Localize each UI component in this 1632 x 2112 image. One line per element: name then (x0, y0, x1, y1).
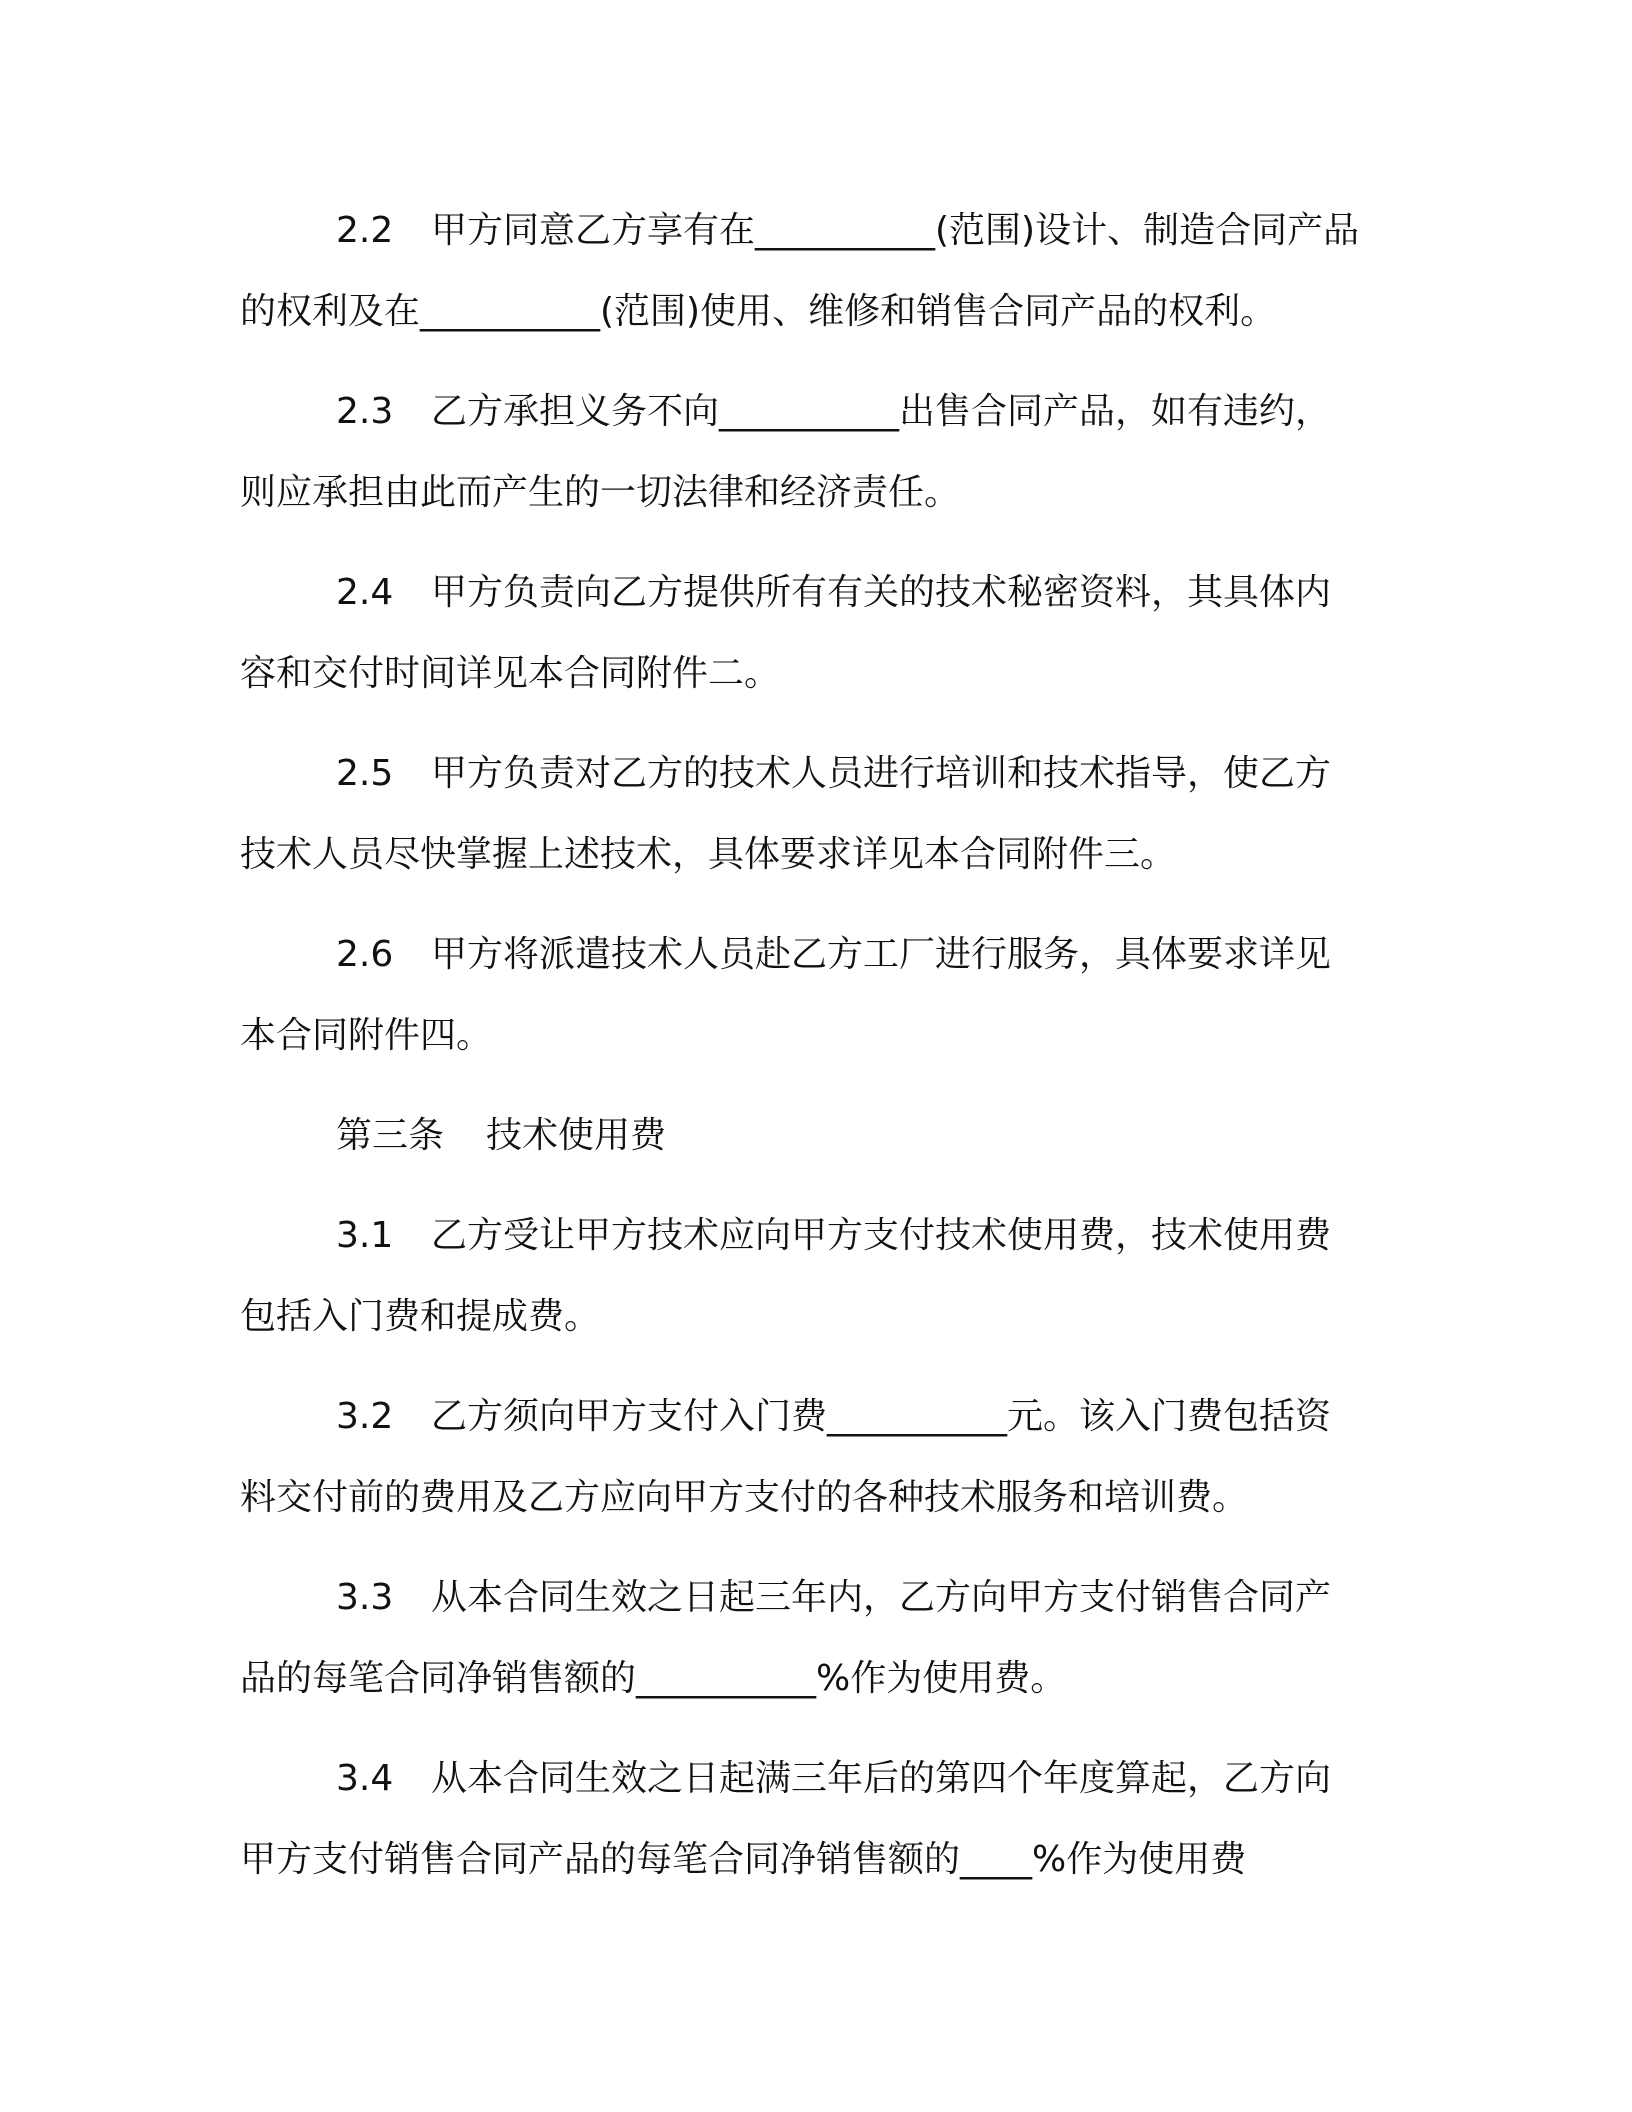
clause-continuation: 料交付前的费用及乙方应向甲方支付的各种技术服务和培训费。 (240, 1477, 1249, 1518)
clause-continuation: 技术人员尽快掌握上述技术，具体要求详见本合同附件三。 (240, 834, 1177, 875)
clause-first-line (240, 1738, 1400, 1819)
clause-number: 3.1 (336, 1215, 394, 1256)
clause-number: 2.2 (336, 210, 394, 251)
section-label: 第三条 (336, 1115, 445, 1156)
clause-text: 甲方负责向乙方提供所有有关的技术秘密资料，其具体内 (431, 572, 1332, 613)
clause-continuation: 包括入门费和提成费。 (240, 1296, 601, 1337)
clause-2-2 (240, 190, 1400, 352)
section-heading (240, 1095, 1400, 1176)
clause-first-line (240, 1195, 1400, 1276)
clause-first-line (240, 190, 1400, 271)
clause-text: 甲方将派遣技术人员赴乙方工厂进行服务，具体要求详见 (431, 934, 1332, 975)
clause-first-line (240, 914, 1400, 995)
clause-2-6 (240, 914, 1400, 1076)
clause-2-4 (240, 552, 1400, 714)
clause-first-line (240, 1376, 1400, 1457)
section-title: 技术使用费 (486, 1115, 667, 1156)
clause-text: 甲方同意乙方享有在__________(范围)设计、制造合同产品 (431, 210, 1360, 251)
document-body (240, 190, 1400, 1919)
clause-continuation: 本合同附件四。 (240, 1015, 493, 1056)
clause-first-line (240, 733, 1400, 814)
clause-number: 2.3 (336, 391, 394, 432)
clause-continuation: 则应承担由此而产生的一切法律和经济责任。 (240, 472, 961, 513)
clause-number: 2.5 (336, 753, 394, 794)
clause-text: 从本合同生效之日起三年内，乙方向甲方支付销售合同产 (431, 1577, 1332, 1618)
clause-2-3 (240, 371, 1400, 533)
clause-text: 甲方负责对乙方的技术人员进行培训和技术指导，使乙方 (431, 753, 1332, 794)
clause-number: 3.4 (336, 1758, 394, 1799)
clause-continuation: 甲方支付销售合同产品的每笔合同净销售额的____%作为使用费 (240, 1839, 1247, 1880)
clause-text: 乙方承担义务不向__________出售合同产品，如有违约， (431, 391, 1332, 432)
clause-first-line (240, 371, 1400, 452)
clause-text: 乙方受让甲方技术应向甲方支付技术使用费，技术使用费 (431, 1215, 1332, 1256)
clause-continuation: 的权利及在__________(范围)使用、维修和销售合同产品的权利。 (240, 291, 1277, 332)
clause-number: 2.4 (336, 572, 394, 613)
clause-number: 3.3 (336, 1577, 394, 1618)
clause-continuation: 品的每笔合同净销售额的__________%作为使用费。 (240, 1658, 1067, 1699)
clause-number: 3.2 (336, 1396, 394, 1437)
clause-text: 乙方须向甲方支付入门费__________元。该入门费包括资 (431, 1396, 1332, 1437)
clause-2-5 (240, 733, 1400, 895)
clause-3-4 (240, 1738, 1400, 1900)
clause-number: 2.6 (336, 934, 394, 975)
clause-first-line (240, 1557, 1400, 1638)
clause-3-1 (240, 1195, 1400, 1357)
clause-3-3 (240, 1557, 1400, 1719)
clause-3-2 (240, 1376, 1400, 1538)
clause-first-line (240, 552, 1400, 633)
clause-continuation: 容和交付时间详见本合同附件二。 (240, 653, 781, 694)
clause-text: 从本合同生效之日起满三年后的第四个年度算起，乙方向 (431, 1758, 1332, 1799)
